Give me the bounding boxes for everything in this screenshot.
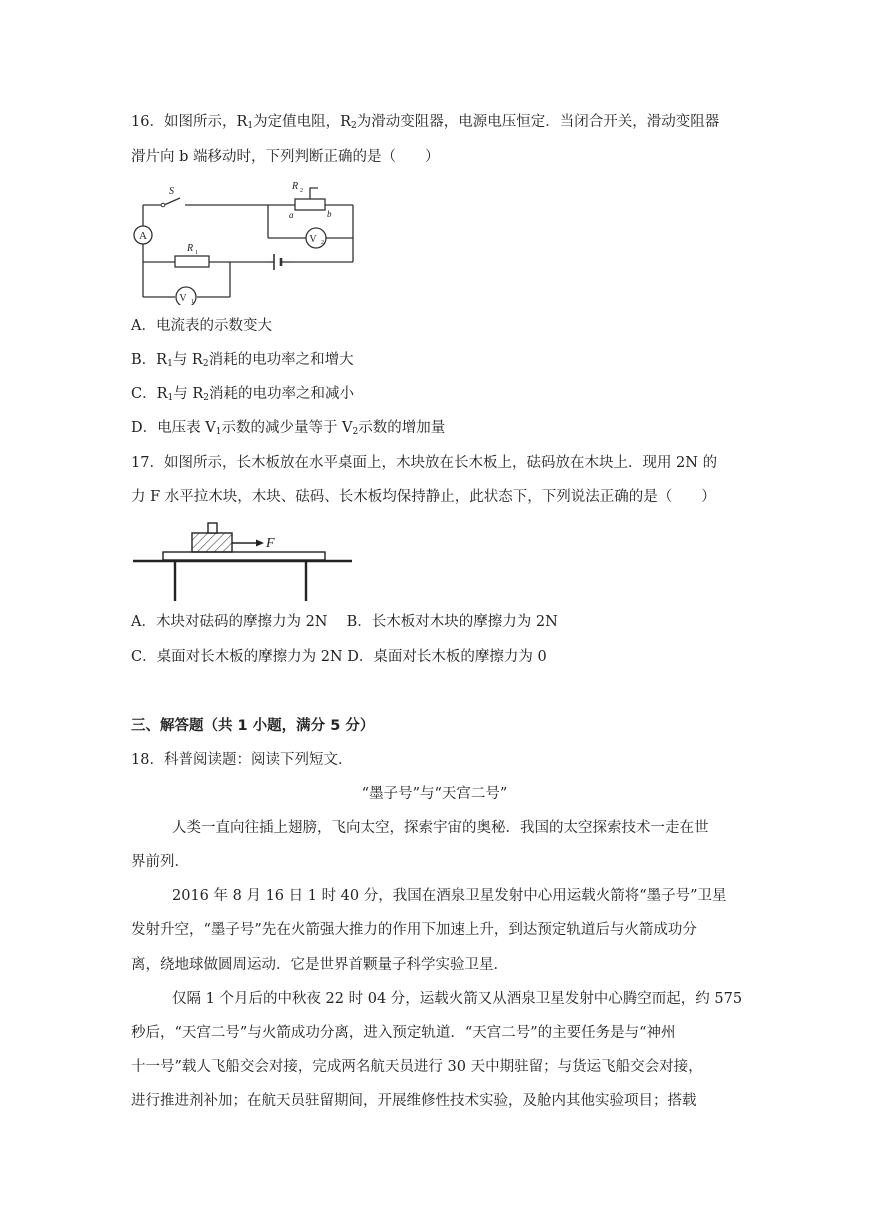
q17-options-ab: A．木块对砝码的摩擦力为 2N B．长木板对木块的摩擦力为 2N: [131, 614, 558, 630]
switch-label: S: [169, 186, 174, 197]
p1-line2: 界前列．: [131, 854, 189, 870]
r1-label: R: [187, 243, 194, 254]
switch-contact: [161, 203, 165, 207]
p3-line3: 十一号”载人飞船交会对接，完成两名航天员进行 30 天中期驻留；与货运飞船交会对接，: [131, 1059, 703, 1075]
p1-line1: 人类一直向往插上翅膀，飞向太空，探索宇宙的奥秘．我国的太空探索技术一走在世: [172, 820, 709, 836]
section-heading: 三、解答题（共 1 小题，满分 5 分）: [131, 718, 375, 734]
v2-label: V: [309, 234, 317, 245]
v2-sub: 2: [321, 240, 324, 246]
v1-sub: 1: [191, 299, 194, 305]
q16-option-a: A．电流表的示数变大: [131, 318, 272, 334]
p2-line3: 离，绕地球做圆周运动．它是世界首颗量子科学实验卫星．: [131, 957, 508, 973]
q16-option-b: [131, 350, 354, 374]
p2-line1: 2016 年 8 月 16 日 1 时 40 分，我国在酒泉卫星发射中心用运载火箭将“墨子号”卫星: [172, 888, 727, 904]
r2-sub: 2: [300, 188, 303, 194]
weight: [208, 523, 217, 533]
article-title: “墨子号”与“天宫二号”: [361, 786, 508, 802]
q16-option-b-sub-1: 1: [167, 359, 173, 369]
q16-stem-text-c: 为滑动变阻器，电源电压恒定．当闭合开关，滑动变阻器: [356, 114, 720, 130]
force-arrow-head: [256, 540, 264, 547]
q16-option-b-text-a: B．R: [131, 352, 168, 368]
wooden-block: [192, 533, 232, 552]
q18-stem: 18．科普阅读题：阅读下列短文．: [131, 752, 353, 768]
circuit-diagram: [130, 180, 360, 305]
p3-line4: 进行推进剂补加；在航天员驻留期间，开展维修性技术实验，及舱内其他实验项目；搭载: [131, 1093, 697, 1109]
q16-option-d-sub-1: 1: [215, 427, 222, 437]
q17-options-cd: C．桌面对长木板的摩擦力为 2N D．桌面对长木板的摩擦力为 0: [131, 649, 547, 665]
q16-stem-line1: [131, 112, 719, 136]
p3-line2: 秒后，“天宫二号”与火箭成功分离，进入预定轨道．“天宫二号”的主要任务是与“神州: [131, 1025, 676, 1041]
q16-stem-sub-1: 1: [247, 121, 254, 131]
q16-stem-text-b: 为定值电阻，R: [253, 114, 352, 130]
p2-line2: 发射升空，“墨子号”先在火箭强大推力的作用下加速上升，到达预定轨道后与火箭成功分: [131, 922, 697, 938]
q16-option-c-text-c: 消耗的电功率之和减小: [209, 386, 355, 402]
q16-option-c: [131, 384, 354, 408]
terminal-b-label: b: [327, 209, 332, 219]
q17-stem-line2: 力 F 水平拉木块，木块、砝码、长木板均保持静止，此状态下，下列说法正确的是（ ）: [131, 489, 716, 505]
r1-sub: 1: [195, 250, 198, 256]
q16-option-d-text-c: 示数的增加量: [358, 420, 446, 436]
v1-label: V: [179, 293, 187, 304]
q16-option-d-text-a: D．电压表 V: [131, 420, 216, 436]
q16-option-d: [131, 418, 445, 442]
q16-option-c-sub-2: 2: [203, 393, 210, 403]
q16-option-b-text-c: 消耗的电功率之和增大: [208, 352, 354, 368]
q17-stem-line1: 17．如图所示，长木板放在水平桌面上，木块放在长木板上，砝码放在木块上．现用 2N 的: [131, 455, 718, 471]
q16-option-c-sub-1: 1: [167, 393, 174, 403]
q16-stem-line2: 滑片向 b 端移动时，下列判断正确的是（ ）: [131, 149, 440, 165]
force-label: F: [266, 536, 275, 551]
q16-option-d-text-b: 示数的减少量等于 V: [221, 420, 353, 436]
ammeter-label: A: [139, 230, 147, 242]
board-block-diagram: [130, 517, 355, 602]
q16-stem-sub-2: 2: [351, 121, 357, 131]
q16-option-b-sub-2: 2: [202, 359, 209, 369]
q16-option-c-text-a: C．R: [131, 386, 168, 402]
q16-option-d-sub-2: 2: [352, 427, 359, 437]
terminal-a-label: a: [289, 210, 294, 220]
long-board: [163, 552, 325, 560]
p3-line1: 仅隔 1 个月后的中秋夜 22 时 04 分，运载火箭又从酒泉卫星发射中心腾空而起，约 575: [172, 991, 743, 1007]
q16-option-b-text-b: 与 R: [172, 352, 203, 368]
r2-label: R: [292, 181, 299, 192]
q16-option-c-text-b: 与 R: [173, 386, 204, 402]
q16-stem-text-a: 16．如图所示，R: [131, 114, 248, 130]
